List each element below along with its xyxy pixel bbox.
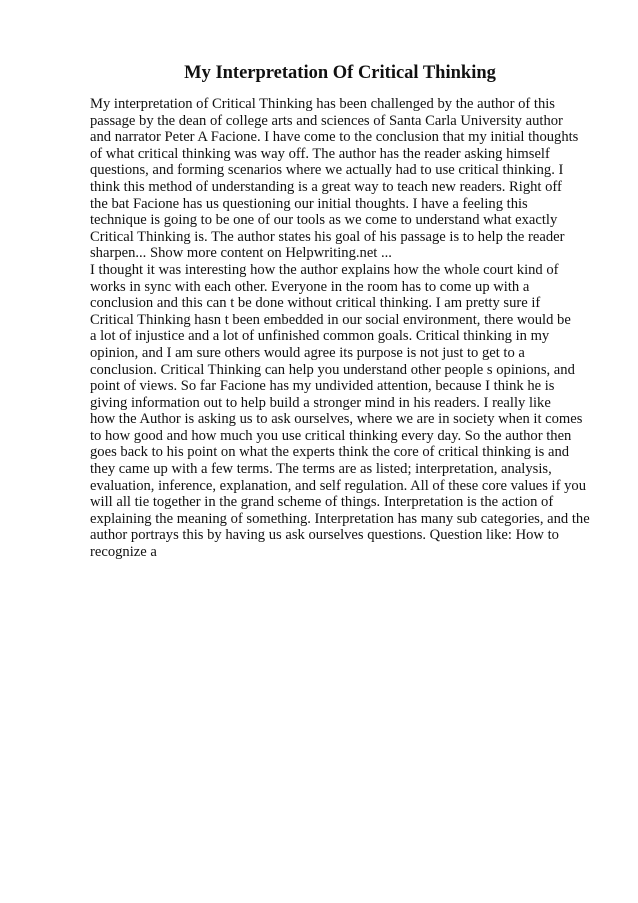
body-line: evaluation, inference, explanation, and self regulation. All of these core values if you xyxy=(90,477,587,494)
body-line: author portrays this by having us ask ourselves questions. Question like: How to xyxy=(90,527,559,544)
document-body xyxy=(90,96,590,561)
body-line: the bat Facione has us questioning our initial thoughts. I have a feeling this xyxy=(90,195,528,212)
body-line: giving information out to help build a stronger mind in his readers. I really like xyxy=(90,394,551,411)
body-line: opinion, and I am sure others would agree its purpose is not just to get to a xyxy=(90,344,525,361)
body-line: questions, and forming scenarios where we actually had to use critical thinking. I xyxy=(90,162,564,179)
body-line: technique is going to be one of our tools as we come to understand what exactly xyxy=(90,212,558,229)
body-line: explaining the meaning of something. Interpretation has many sub categories, and the xyxy=(90,510,590,527)
body-line: conclusion and this can t be done without critical thinking. I am pretty sure if xyxy=(90,295,541,312)
body-line: of what critical thinking was way off. The author has the reader asking himself xyxy=(90,145,550,162)
body-line: passage by the dean of college arts and sciences of Santa Carla University author xyxy=(90,112,563,129)
body-line: they came up with a few terms. The terms are as listed; interpretation, analysis, xyxy=(90,461,552,478)
body-line: point of views. So far Facione has my undivided attention, because I think he is xyxy=(90,378,555,395)
body-line: I thought it was interesting how the author explains how the whole court kind of xyxy=(90,261,559,278)
body-line: and narrator Peter A Facione. I have come to the conclusion that my initial thoughts xyxy=(90,129,579,146)
body-line: how the Author is asking us to ask ourselves, where we are in society when it comes xyxy=(90,411,583,428)
body-line: will all tie together in the grand scheme of things. Interpretation is the action of xyxy=(90,494,554,511)
body-line: conclusion. Critical Thinking can help you understand other people s opinions, and xyxy=(90,361,575,378)
body-line: sharpen... Show more content on Helpwriting.net ... xyxy=(90,245,392,262)
body-line: Critical Thinking is. The author states his goal of his passage is to help the reader xyxy=(90,228,565,245)
body-line: a lot of injustice and a lot of unfinished common goals. Critical thinking in my xyxy=(90,328,550,345)
body-line: goes back to his point on what the experts think the core of critical thinking is and xyxy=(90,444,570,461)
document-title: My Interpretation Of Critical Thinking xyxy=(184,63,496,83)
body-line: Critical Thinking hasn t been embedded in our social environment, there would be xyxy=(90,311,571,328)
body-line: to how good and how much you use critical thinking every day. So the author then xyxy=(90,427,572,444)
body-line: My interpretation of Critical Thinking has been challenged by the author of this xyxy=(90,96,555,112)
body-line: think this method of understanding is a great way to teach new readers. Right off xyxy=(90,178,562,195)
body-line: works in sync with each other. Everyone in the room has to come up with a xyxy=(90,278,530,295)
body-line: recognize a xyxy=(90,544,157,561)
